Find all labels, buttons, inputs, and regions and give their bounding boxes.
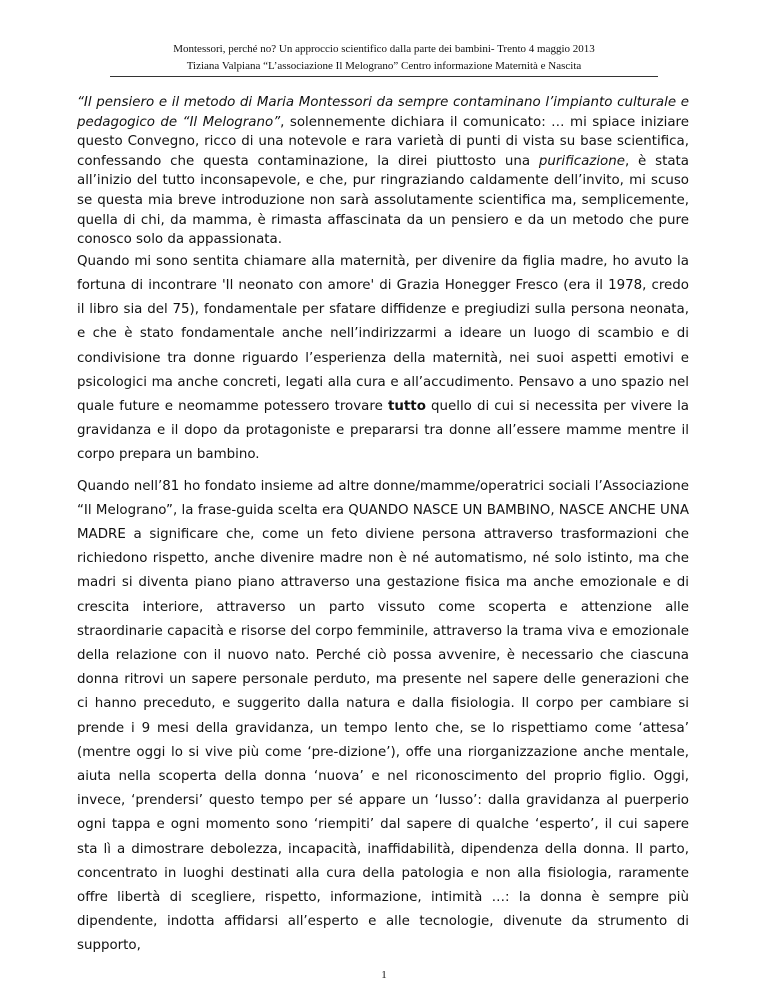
header-conference-line: Montessori, perché no? Un approccio scientifico dalla parte dei bambini- Trento 4 maggio 2013 [173, 43, 595, 55]
maternity-text-1: Quando mi sono sentita chiamare alla maternità, per divenire da figlia madre, ho avuto la fortuna di incontrare 'Il neonato con amore' di Grazia Honegger Fresco (era il 1978, credo il libro sia del 75), fondamentale per sfatare diffidenze e pregiudizi sulla persona neonata, e che è stato fondamentale anche nell’indirizzarmi a ideare un luogo di scambio e di condivisione tra donne riguardo l’esperienza della maternità, nei suoi aspetti emotivi e psicologici ma anche concreti, legati alla cura e all’accudimento. Pensavo a uno spazio nel quale future e neomamme potessero trovare [77, 253, 689, 414]
maternity-text-2: quello di cui si necessita per vivere la gravidanza e il dopo da protagoniste e prepararsi tra donne all’essere mamme mentre il corpo prepara un bambino. [77, 398, 689, 463]
paragraph-maternity [77, 250, 689, 468]
purificazione-emphasis: purificazione [538, 153, 625, 169]
header-author-line: Tiziana Valpiana “L’associazione Il Melograno” Centro informazione Maternità e Nascita [186, 60, 582, 72]
intro-text-1: , solennemente dichiara il comunicato: … mi spiace iniziare questo Convegno, ricco di una notevole e rara varietà di punti di vista su base scientifica, confessando che questa contaminazione, la direi piuttosto una [77, 114, 690, 169]
body-text [77, 93, 689, 959]
page-header [110, 41, 658, 77]
paragraph-melograno: Quando nell’81 ho fondato insieme ad altre donne/mamme/operatrici sociali l’Associazione “Il Melograno”, la frase-guida scelta era QUANDO NASCE UN BAMBINO, NASCE ANCHE UNA MADRE a significare che, come un feto diviene persona attraverso trasformazioni che richiedono rispetto, anche divenire madre non è né automatismo, né solo istinto, ma che madri si diventa piano piano attraverso una gestazione fisica ma anche emozionale e di crescita interiore, attraverso un parto vissuto come scoperta e attenzione alle straordinarie capacità e risorse del corpo femminile, attraverso la trama viva e emozionale della relazione con il nuovo nato. Perché ciò possa avvenire, è necessario che ciascuna donna ritrovi un sapere personale perduto, ma presente nel sapere delle generazioni che ci hanno preceduto, e suggerito dalla natura e dalla fisiologia. Il corpo per cambiare si prende i 9 mesi della gravidanza, un tempo lento che, se lo rispettiamo come ‘attesa’ (mentre oggi lo si vive più come ‘pre-dizione’), offe una riorganizzazione anche mentale, aiuta nella scoperta della donna ‘nuova’ e nel riconoscimento del proprio figlio. Oggi, invece, ‘prendersi’ questo tempo per sé appare un ‘lusso’: dalla gravidanza al puerperio ogni tappa e ogni momento sono ‘riempiti’ dal sapere di qualche ‘esperto’, il cui sapere sta lì a dimostrare debolezza, incapacità, inaffidabilità, dipendenza della donna. Il parto, concentrato in luoghi destinati alla cura della patologia e non alla fisiologia, raramente offre libertà di scegliere, rispetto, informazione, intimità …: la donna è sempre più dipendente, indotta affidarsi all’esperto e alle tecnologie, divenute da strumento di supporto, [77, 478, 689, 954]
intro-text-2: , è stata all’inizio del tutto inconsapevole, e che, pur ringraziando caldamente dell’invito, mi scuso se questa mia breve introduzione non sarà assolutamente scientifica ma, semplicemente, quella di chi, da mamma, è rimasta affascinata da un pensiero e da un metodo che pure conosco solo da appassionata. [77, 153, 689, 248]
opening-quote: “Il pensiero e il metodo di Maria Montessori da sempre contaminano l’impianto culturale e pedagogico de “Il Melograno” [77, 95, 689, 130]
page-number: 1 [381, 969, 387, 981]
tutto-emphasis: tutto [387, 398, 426, 414]
paragraph-introduction [77, 93, 689, 250]
